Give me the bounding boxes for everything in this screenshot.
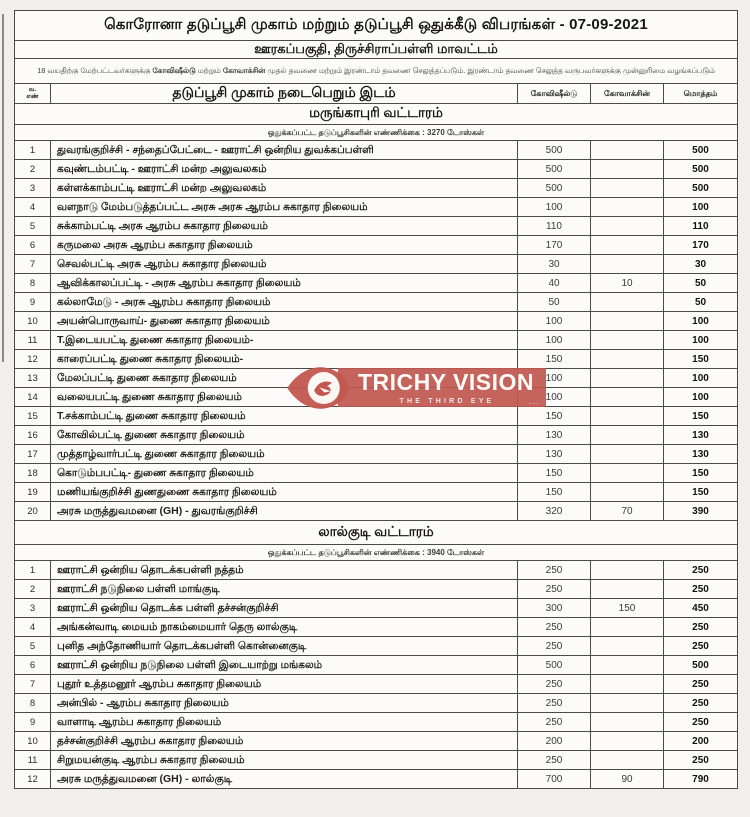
camp-location: புதூர் உத்தமனூர் ஆரம்ப சுகாதார நிலையம் — [51, 675, 518, 694]
row-number: 6 — [15, 656, 51, 675]
covaxin-value — [591, 179, 664, 198]
total-value: 390 — [664, 502, 738, 521]
watermark-tagline: THE THIRD EYE — [399, 398, 495, 405]
covaxin-value — [591, 331, 664, 350]
covishield-value: 100 — [518, 369, 591, 388]
camp-location: தச்சன்குறிச்சி ஆரம்ப சுகாதார நிலையம் — [51, 732, 518, 751]
total-value: 110 — [664, 217, 738, 236]
camp-location: T.சக்காம்பட்டி துணை சுகாதார நிலையம் — [51, 407, 518, 426]
table-row — [15, 312, 738, 331]
camp-location: காரைப்பட்டி துணை சுகாதார நிலையம்- — [51, 350, 518, 369]
covishield-value: 150 — [518, 464, 591, 483]
camp-location: வலையபட்டி துணை சுகாதார நிலையம் — [51, 388, 518, 407]
table-row — [15, 407, 738, 426]
covishield-value: 250 — [518, 637, 591, 656]
table-row — [15, 464, 738, 483]
section-allocation-note: ஒதுக்கப்பட்ட தடுப்பூசிகளின் எண்ணிக்கை : 3940 டோஸ்கள் — [15, 545, 738, 561]
covishield-value: 500 — [518, 141, 591, 160]
row-number: 16 — [15, 426, 51, 445]
note-row — [15, 59, 738, 84]
camp-location: துவரங்குறிச்சி - சந்தைப்பேட்டை - ஊராட்சி ஒன்றிய துவக்கப்பள்ளி — [51, 141, 518, 160]
total-value: 100 — [664, 388, 738, 407]
camp-location: சிறுமயன்குடி ஆரம்ப சுகாதார நிலையம் — [51, 751, 518, 770]
camp-location: கொடும்பபட்டி- துணை சுகாதார நிலையம் — [51, 464, 518, 483]
table-row — [15, 179, 738, 198]
covishield-value: 250 — [518, 694, 591, 713]
table-row — [15, 751, 738, 770]
table-row — [15, 675, 738, 694]
table-row — [15, 255, 738, 274]
total-value: 500 — [664, 179, 738, 198]
camp-location: கருமலை அரசு ஆரம்ப சுகாதார நிலையம் — [51, 236, 518, 255]
row-number: 3 — [15, 599, 51, 618]
covaxin-value — [591, 483, 664, 502]
camp-location: அங்கன்வாடி மையம் நாகம்மையார் தெரு லால்குடி — [51, 618, 518, 637]
row-number: 11 — [15, 751, 51, 770]
row-number: 13 — [15, 369, 51, 388]
covishield-value: 250 — [518, 618, 591, 637]
note-bold-segment: கோவிஷீல்டு — [152, 66, 196, 75]
table-row — [15, 293, 738, 312]
camp-location: T.இடையபட்டி துணை சுகாதார நிலையம்- — [51, 331, 518, 350]
title-row — [15, 11, 738, 41]
covaxin-value — [591, 464, 664, 483]
row-number: 19 — [15, 483, 51, 502]
table-row — [15, 217, 738, 236]
total-value: 250 — [664, 618, 738, 637]
total-value: 150 — [664, 350, 738, 369]
section-allocation-note-row — [15, 125, 738, 141]
covaxin-value — [591, 618, 664, 637]
covaxin-value — [591, 713, 664, 732]
row-number: 5 — [15, 637, 51, 656]
column-header-covishield: கோவிஷீல்டு — [518, 84, 591, 104]
camp-location: கோவில்பட்டி துணை சுகாதார நிலையம் — [51, 426, 518, 445]
covaxin-value — [591, 637, 664, 656]
covishield-value: 250 — [518, 561, 591, 580]
row-number: 9 — [15, 713, 51, 732]
covaxin-value — [591, 656, 664, 675]
table-row — [15, 388, 738, 407]
section-lalgudi — [15, 521, 738, 789]
row-number: 2 — [15, 580, 51, 599]
covishield-value: 100 — [518, 312, 591, 331]
camp-location: மேலப்பட்டி துணை சுகாதார நிலையம் — [51, 369, 518, 388]
row-number: 3 — [15, 179, 51, 198]
table-header-block — [15, 11, 738, 104]
covishield-value: 100 — [518, 198, 591, 217]
row-number: 8 — [15, 694, 51, 713]
section-title-row — [15, 104, 738, 125]
row-number: 11 — [15, 331, 51, 350]
scan-artifact-line — [2, 14, 4, 362]
total-value: 100 — [664, 198, 738, 217]
section-title: மருங்காபுரி வட்டாரம் — [15, 104, 738, 125]
camp-location: வாளாடி ஆரம்ப சுகாதார நிலையம் — [51, 713, 518, 732]
note-segment: முதல் தவணை மற்றும் இரண்டாம் தவணை செலுத்தப்படும். இரண்டாம் தவணை செலுத்த வருபவர்களுக்கு முன்னுரிமை வழங்கப்படும் — [265, 66, 715, 75]
covishield-value: 130 — [518, 445, 591, 464]
total-value: 170 — [664, 236, 738, 255]
covishield-value: 700 — [518, 770, 591, 789]
camp-location: செவல்பட்டி அரசு ஆரம்ப சுகாதார நிலையம் — [51, 255, 518, 274]
column-header-covaxin: கோவாக்சின் — [591, 84, 664, 104]
total-value: 790 — [664, 770, 738, 789]
row-number: 1 — [15, 561, 51, 580]
covishield-value: 40 — [518, 274, 591, 293]
table-row — [15, 618, 738, 637]
row-number: 12 — [15, 770, 51, 789]
total-value: 500 — [664, 656, 738, 675]
note-segment: மற்றும் — [195, 66, 223, 75]
total-value: 250 — [664, 580, 738, 599]
covaxin-value — [591, 407, 664, 426]
vaccination-table — [14, 10, 738, 789]
total-value: 100 — [664, 331, 738, 350]
covaxin-value — [591, 694, 664, 713]
table-row — [15, 198, 738, 217]
document-sheet — [14, 10, 737, 789]
table-row — [15, 732, 738, 751]
covishield-value: 170 — [518, 236, 591, 255]
covishield-value: 500 — [518, 179, 591, 198]
total-value: 100 — [664, 312, 738, 331]
table-row — [15, 502, 738, 521]
covishield-value: 250 — [518, 751, 591, 770]
total-value: 250 — [664, 694, 738, 713]
covishield-value: 150 — [518, 483, 591, 502]
covaxin-value: 150 — [591, 599, 664, 618]
covishield-value: 300 — [518, 599, 591, 618]
total-value: 100 — [664, 369, 738, 388]
covaxin-value — [591, 580, 664, 599]
note-bold-segment: கோவாக்சின் — [222, 66, 266, 75]
row-number: 8 — [15, 274, 51, 293]
section-title: லால்குடி வட்டாரம் — [15, 521, 738, 545]
camp-location: அரசு மருத்துவமனை (GH) - லால்குடி — [51, 770, 518, 789]
table-row — [15, 580, 738, 599]
camp-location: அன்பில் - ஆரம்ப சுகாதார நிலையம் — [51, 694, 518, 713]
total-value: 450 — [664, 599, 738, 618]
total-value: 250 — [664, 713, 738, 732]
serial-header-line1: வ. — [28, 86, 37, 93]
row-number: 14 — [15, 388, 51, 407]
camp-location: கல்லாமேடு - அரசு ஆரம்ப சுகாதார நிலையம் — [51, 293, 518, 312]
camp-location: ஊராட்சி ஒன்றிய தொடக்கபள்ளி நத்தம் — [51, 561, 518, 580]
covaxin-value — [591, 426, 664, 445]
covaxin-value — [591, 293, 664, 312]
total-value: 150 — [664, 407, 738, 426]
section-allocation-note: ஒதுக்கப்பட்ட தடுப்பூசிகளின் எண்ணிக்கை : 3270 டோஸ்கள் — [15, 125, 738, 141]
table-row — [15, 656, 738, 675]
column-header-total: மொத்தம் — [664, 84, 738, 104]
page-subtitle: ஊரகப்பகுதி, திருச்சிராப்பள்ளி மாவட்டம் — [15, 41, 738, 59]
covaxin-value — [591, 388, 664, 407]
total-value: 130 — [664, 426, 738, 445]
covaxin-value — [591, 160, 664, 179]
covishield-value: 250 — [518, 713, 591, 732]
table-row — [15, 483, 738, 502]
note-segment: 18 வயதிற்கு மேற்பட்டவர்களுக்கு — [37, 66, 153, 75]
camp-location: வளநாடு மேம்படுத்தப்பட்ட அரசு அரசு ஆரம்ப சுகாதார நிலையம் — [51, 198, 518, 217]
camp-location: அரசு மருத்துவமனை (GH) - துவரங்குறிச்சி — [51, 502, 518, 521]
row-number: 20 — [15, 502, 51, 521]
page-title: கொரோனா தடுப்பூசி முகாம் மற்றும் தடுப்பூசி ஒதுக்கீடு விபரங்கள் - 07-09-2021 — [15, 11, 738, 41]
table-row — [15, 331, 738, 350]
camp-location: கள்ளக்காம்பட்டி ஊராட்சி மன்ற அலுவலகம் — [51, 179, 518, 198]
covaxin-value — [591, 732, 664, 751]
row-number: 10 — [15, 312, 51, 331]
row-number: 18 — [15, 464, 51, 483]
covaxin-value — [591, 350, 664, 369]
eligibility-note — [15, 59, 738, 84]
total-value: 130 — [664, 445, 738, 464]
total-value: 50 — [664, 293, 738, 312]
camp-location: அயன்பொருவாய்- துணை சுகாதார நிலையம் — [51, 312, 518, 331]
section-allocation-note-row — [15, 545, 738, 561]
covishield-value: 150 — [518, 350, 591, 369]
serial-header-line2: எண் — [26, 93, 39, 100]
row-number: 7 — [15, 675, 51, 694]
camp-location: ஊராட்சி நடுநிலை பள்ளி மாங்குடி — [51, 580, 518, 599]
section-marungapuri — [15, 104, 738, 521]
covaxin-value — [591, 236, 664, 255]
covishield-value: 500 — [518, 656, 591, 675]
camp-location: கவுண்டம்பட்டி - ஊராட்சி மன்ற அலுவலகம் — [51, 160, 518, 179]
covishield-value: 130 — [518, 426, 591, 445]
camp-location: ஊராட்சி ஒன்றிய நடுநிலை பள்ளி இடையாற்று மங்கலம் — [51, 656, 518, 675]
table-row — [15, 426, 738, 445]
table-row — [15, 274, 738, 293]
covishield-value: 150 — [518, 407, 591, 426]
total-value: 500 — [664, 141, 738, 160]
total-value: 150 — [664, 483, 738, 502]
row-number: 15 — [15, 407, 51, 426]
covaxin-value — [591, 141, 664, 160]
camp-location: ஊராட்சி ஒன்றிய தொடக்க பள்ளி தச்சன்குறிச்சி — [51, 599, 518, 618]
table-row — [15, 637, 738, 656]
table-row — [15, 445, 738, 464]
row-number: 6 — [15, 236, 51, 255]
covishield-value: 250 — [518, 580, 591, 599]
covaxin-value — [591, 198, 664, 217]
covaxin-value: 10 — [591, 274, 664, 293]
covishield-value: 500 — [518, 160, 591, 179]
row-number: 17 — [15, 445, 51, 464]
total-value: 500 — [664, 160, 738, 179]
column-header-row — [15, 84, 738, 104]
column-header-serial — [15, 84, 51, 104]
table-row — [15, 694, 738, 713]
covishield-value: 320 — [518, 502, 591, 521]
row-number: 4 — [15, 198, 51, 217]
covishield-value: 30 — [518, 255, 591, 274]
covishield-value: 250 — [518, 675, 591, 694]
row-number: 1 — [15, 141, 51, 160]
covaxin-value — [591, 217, 664, 236]
camp-location: புனித அந்தோணியார் தொடக்கபள்ளி கொன்னைகுடி — [51, 637, 518, 656]
total-value: 50 — [664, 274, 738, 293]
row-number: 5 — [15, 217, 51, 236]
covishield-value: 110 — [518, 217, 591, 236]
column-header-place: தடுப்பூசி முகாம் நடைபெறும் இடம் — [51, 84, 518, 104]
total-value: 200 — [664, 732, 738, 751]
watermark-title: TRICHY VISION — [357, 369, 535, 395]
covaxin-value — [591, 255, 664, 274]
table-row — [15, 770, 738, 789]
total-value: 250 — [664, 675, 738, 694]
covaxin-value — [591, 369, 664, 388]
total-value: 250 — [664, 637, 738, 656]
camp-location: மணியங்குறிச்சி துணதுணை சுகாதார நிலையம் — [51, 483, 518, 502]
row-number: 4 — [15, 618, 51, 637]
covishield-value: 100 — [518, 388, 591, 407]
table-row — [15, 350, 738, 369]
total-value: 250 — [664, 561, 738, 580]
total-value: 150 — [664, 464, 738, 483]
row-number: 10 — [15, 732, 51, 751]
covaxin-value — [591, 561, 664, 580]
table-row — [15, 369, 738, 388]
row-number: 9 — [15, 293, 51, 312]
covishield-value: 200 — [518, 732, 591, 751]
covaxin-value — [591, 312, 664, 331]
table-row — [15, 236, 738, 255]
row-number: 7 — [15, 255, 51, 274]
table-row — [15, 713, 738, 732]
covaxin-value — [591, 675, 664, 694]
covishield-value: 100 — [518, 331, 591, 350]
total-value: 30 — [664, 255, 738, 274]
camp-location: முத்தாழ்வார்பட்டி துணை சுகாதார நிலையம் — [51, 445, 518, 464]
total-value: 250 — [664, 751, 738, 770]
covishield-value: 50 — [518, 293, 591, 312]
table-row — [15, 561, 738, 580]
table-row — [15, 141, 738, 160]
covaxin-value — [591, 751, 664, 770]
subtitle-row — [15, 41, 738, 59]
section-title-row — [15, 521, 738, 545]
camp-location: சுக்காம்பட்டி அரசு ஆரம்ப சுகாதார நிலையம் — [51, 217, 518, 236]
watermark-dots: ... — [529, 396, 540, 406]
row-number: 12 — [15, 350, 51, 369]
covaxin-value — [591, 445, 664, 464]
row-number: 2 — [15, 160, 51, 179]
covaxin-value: 90 — [591, 770, 664, 789]
table-row — [15, 160, 738, 179]
covaxin-value: 70 — [591, 502, 664, 521]
camp-location: ஆவிக்காலப்பட்டி - அரசு ஆரம்ப சுகாதார நிலையம் — [51, 274, 518, 293]
table-row — [15, 599, 738, 618]
